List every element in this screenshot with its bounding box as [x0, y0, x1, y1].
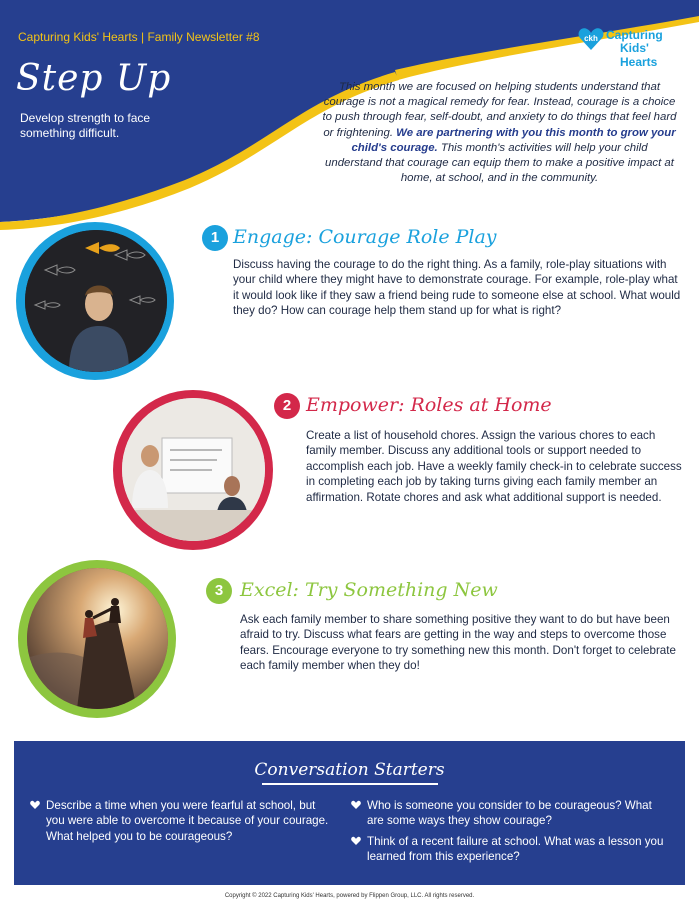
family-meeting-illustration [122, 398, 265, 541]
section-3-body: Ask each family member to share something positive they want to do but have been afraid to try. Discuss what fears are getting in the way and steps to overcome those fears. Encourage everyone to try something new this month. Don't forget to celebrate each family member when they do! [240, 613, 676, 673]
svg-text:ckh: ckh [584, 34, 598, 43]
section-3-number: 3 [206, 578, 232, 604]
capturing-kids-hearts-logo [578, 26, 688, 69]
intro-paragraph [322, 80, 677, 186]
section-1-title: Engage: Courage Role Play [233, 226, 497, 248]
section-2-title: Empower: Roles at Home [306, 394, 552, 416]
conversation-item [30, 798, 335, 844]
logo-text-line1: Capturing [606, 28, 663, 42]
conversation-item [351, 834, 671, 865]
newsletter-header-line: Capturing Kids' Hearts | Family Newsletter #8 [18, 30, 260, 44]
intro-text-part2: This month's activities will help your child understand that courage can equip them to make a positive impact at home, at school, and in the community. [325, 141, 674, 185]
section-2-body: Create a list of household chores. Assign the various chores to each family member. Discuss any additional tools or support needed to accomplish each job. Have a weekly family check-in to celebrate success in completing each job by taking turns giving each family member an affirmation. Rotate chores and ask what additional support is needed. [306, 429, 682, 504]
conversation-item [351, 798, 671, 829]
conversation-starters-underline [262, 783, 438, 785]
section-1-photo [25, 230, 167, 372]
section-2-photo [122, 398, 265, 541]
copyright-footer: Copyright © 2022 Capturing Kids' Hearts, powered by Flippen Group, LLC. All rights reserved. [224, 893, 475, 899]
conversation-item-text: Who is someone you consider to be courageous? What are some ways they show courage? [367, 799, 652, 828]
intro-text-part1: This month we are focused on helping students understand that courage is not a magical remedy for fear. Instead, courage is a choice to push through fear, self-doubt, and anxiety to do things that feel hard or frightening. [322, 81, 677, 139]
heart-bullet-icon [351, 800, 361, 810]
climbers-summit-illustration [27, 568, 168, 709]
intro-highlight: We are partnering with you this month to grow your child's courage. [351, 126, 676, 154]
conversation-item-text: Describe a time when you were fearful at school, but you were able to overcome it because of your courage. What helped you to be courageous? [46, 799, 329, 843]
boy-chalkboard-illustration [25, 230, 167, 372]
section-3-title: Excel: Try Something New [240, 579, 498, 601]
section-1-body: Discuss having the courage to do the right thing. As a family, role-play situations with your child where they might have to demonstrate courage. For example, role-play what it would look like if they saw a friend being rude to someone else at school. What would they do? How can courage help them stand up for what is right? [233, 258, 681, 318]
conversation-list-right [351, 798, 671, 870]
conversation-item-text: Think of a recent failure at school. What was a lesson you learned from this experience? [367, 834, 664, 864]
section-3-photo [27, 568, 168, 709]
heart-bullet-icon [351, 836, 361, 846]
heart-logo-icon [578, 26, 604, 52]
heart-bullet-icon [30, 800, 40, 810]
tagline: Develop strength to face something difficult. [20, 111, 151, 140]
section-2-number: 2 [274, 393, 300, 419]
conversation-starters-title: Conversation Starters [254, 760, 445, 780]
logo-text-line2: Kids' Hearts [620, 41, 658, 69]
page-title: Step Up [16, 58, 172, 99]
conversation-list-left [30, 798, 335, 849]
section-1-number: 1 [202, 225, 228, 251]
